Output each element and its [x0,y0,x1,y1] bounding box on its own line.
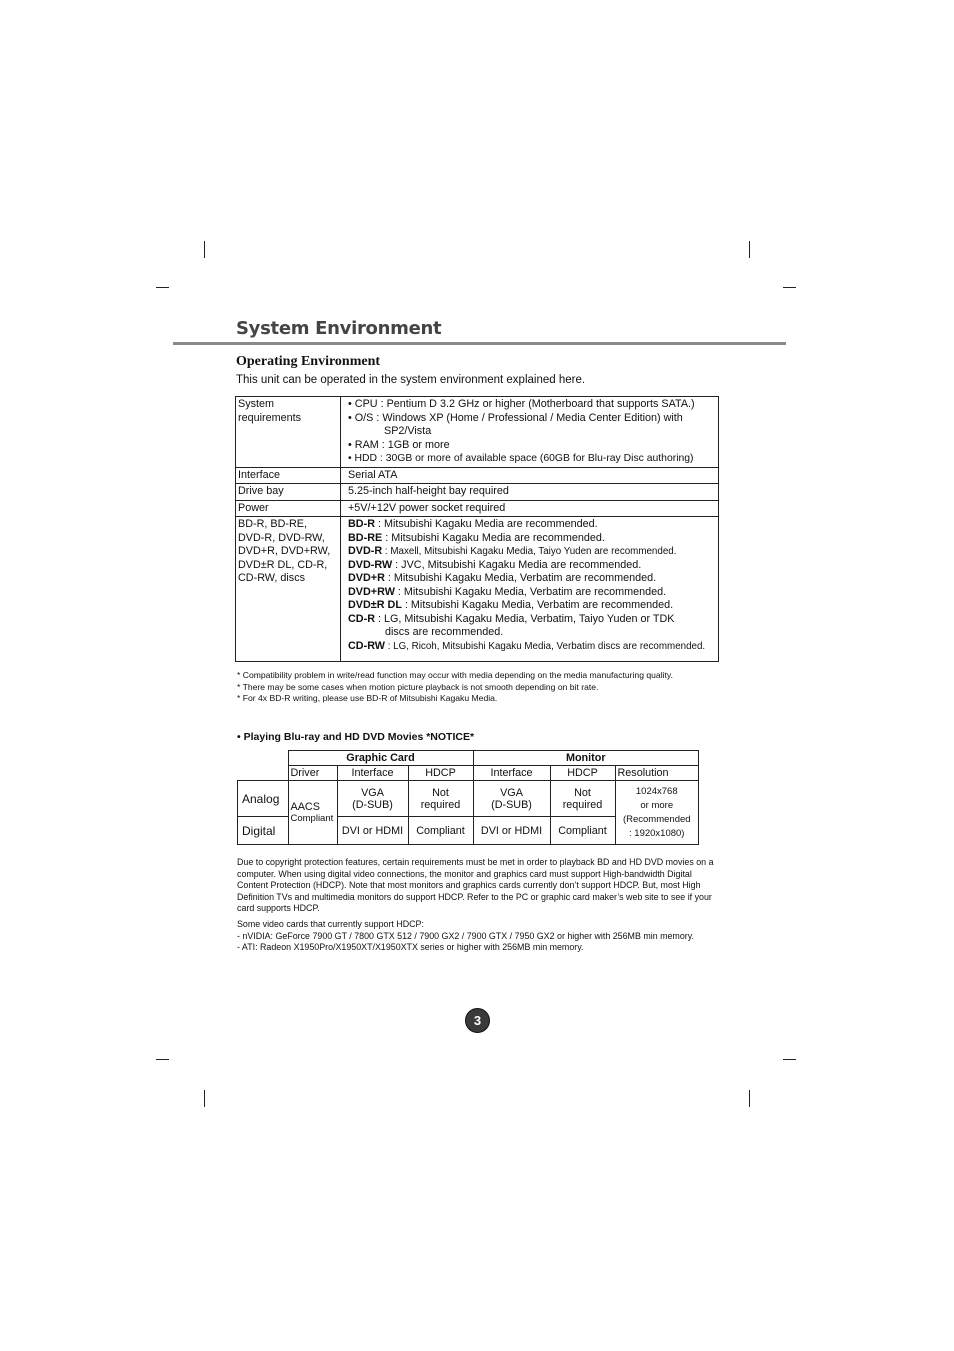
table-row [236,484,719,501]
media-line: BD-RE : Mitsubishi Kagaku Media are recommended. [348,531,605,544]
table-row [236,500,719,517]
crop-mark [749,241,750,258]
media-line: DVD±R DL : Mitsubishi Kagaku Media, Verbatim are recommended. [348,599,674,611]
interface-label: Interface [236,467,341,484]
not-required-cell: Not required [408,781,473,817]
graphic-card-header: Graphic Card [288,751,473,766]
interface-header: Interface [337,766,408,781]
sub-title: Operating Environment [236,354,381,369]
resolution-header: Resolution [615,766,699,781]
hdcp-header: HDCP [550,766,615,781]
table-row [236,397,719,468]
intro-text: This unit can be operated in the system environment explained here. [236,374,586,386]
sysreq-value: • CPU : Pentium D 3.2 GHz or higher (Motherboard that supports SATA.) • O/S : Windows XP (Home / Professional / Media Center Edition) with SP2/Vista • RAM : 1GB or more • HDD : 30GB or more of available space (60GB for Blu-ray Disc authoring) [341,397,719,468]
table-row [236,467,719,484]
crop-mark [204,1090,205,1107]
power-value: +5V/+12V power socket required [341,500,719,517]
footnote: * For 4x BD-R writing, please use BD-R of Mitsubishi Kagaku Media. [237,693,498,704]
drivebay-value: 5.25-inch half-height bay required [341,484,719,501]
driver-header: Driver [288,766,337,781]
analog-label: Analog [238,781,289,817]
table-row [238,751,699,766]
crop-mark [783,287,796,288]
dvi-cell: DVI or HDMI [337,817,408,845]
hdcp-table [237,750,699,845]
media-value [341,517,719,662]
sysreq-label: System requirements [236,397,341,468]
playing-heading: • Playing Blu-ray and HD DVD Movies *NOTICE* [237,731,475,743]
compliant-cell: Compliant [408,817,473,845]
footnote: * There may be some cases when motion picture playback is not smooth depending on bit rate. [237,681,599,692]
cards-intro: Some video cards that currently support HDCP: [237,919,424,929]
footnote: * Compatibility problem in write/read function may occur with media depending on the media manufacturing quality. [237,670,673,680]
media-line: DVD-R : Maxell, Mitsubishi Kagaku Media, Taiyo Yuden are recommended. [348,545,677,557]
table-row [238,781,699,817]
media-line: DVD+RW : Mitsubishi Kagaku Media, Verbatim are recommended. [348,585,667,598]
crop-mark [156,1059,169,1060]
resolution-cell: 1024x768 or more (Recommended : 1920x1080) [615,781,699,845]
interface-header: Interface [473,766,550,781]
crop-mark [783,1059,796,1060]
media-line: CD-RW : LG, Ricoh, Mitsubishi Kagaku Media, Verbatim discs are recommended. [348,639,706,652]
dvi-cell: DVI or HDMI [473,817,550,845]
crop-mark [156,287,169,288]
table-row [238,766,699,781]
monitor-header: Monitor [473,751,699,766]
aacs-cell: AACS Compliant [288,781,337,845]
title-rule [173,342,786,345]
media-line-cont: discs are recommended. [385,626,504,638]
hdcp-cards-list [237,919,715,954]
crop-mark [204,241,205,258]
copyright-paragraph: Due to copyright protection features, certain requirements must be met in order to playback BD and HD DVD movies on a computer. When using digital video connections, the monitor and graphics card must support High-bandwidth Digital Content Protection (HDCP). Note that most monitors and graphics cards currently don’t support HDCP. But, most High Definition TVs and multimedia monitors do support HDCP. Refer to the PC or graphic card maker’s web site to see if your card supports HDCP. [237,857,714,913]
drivebay-label: Drive bay [236,484,341,501]
vga-cell: VGA (D-SUB) [473,781,550,817]
list-item: - nVIDIA: GeForce 7900 GT / 7800 GTX 512 / 7900 GX2 / 7900 GTX / 7950 GX2 or higher with 256MB min memory. [237,930,694,941]
compliant-cell: Compliant [550,817,615,845]
system-requirements-table [235,396,719,662]
power-label: Power [236,500,341,517]
footnotes [237,670,707,705]
page-number: 3 [465,1008,490,1033]
crop-mark [749,1090,750,1107]
vga-cell: VGA (D-SUB) [337,781,408,817]
interface-value: Serial ATA [341,467,719,484]
media-label: BD-R, BD-RE, DVD-R, DVD-RW, DVD+R, DVD+RW, DVD±R DL, CD-R, CD-RW, discs [236,517,341,662]
table-row [236,517,719,662]
not-required-cell: Not required [550,781,615,817]
media-line: BD-R : Mitsubishi Kagaku Media are recommended. [348,518,598,530]
media-line: DVD-RW : JVC, Mitsubishi Kagaku Media are recommended. [348,558,642,571]
hdcp-header: HDCP [408,766,473,781]
media-line: DVD+R : Mitsubishi Kagaku Media, Verbatim are recommended. [348,572,657,584]
digital-label: Digital [238,817,289,845]
section-title: System Environment [236,318,442,339]
corner-cell [238,751,289,781]
list-item: - ATI: Radeon X1950Pro/X1950XT/X1950XTX series or higher with 256MB min memory. [237,942,584,952]
media-line: CD-R : LG, Mitsubishi Kagaku Media, Verbatim, Taiyo Yuden or TDK [348,612,675,625]
